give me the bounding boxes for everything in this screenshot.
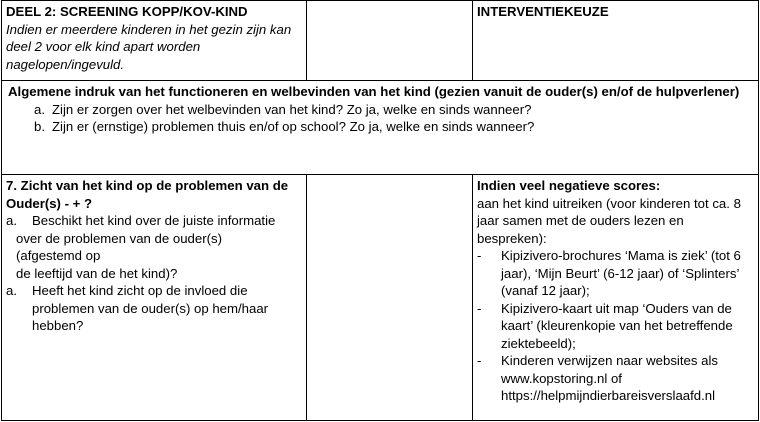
list-item — [34, 101, 754, 119]
list-item — [6, 282, 302, 335]
list-item — [477, 352, 754, 405]
header-row — [2, 1, 759, 81]
intervention-column-title: INTERVENTIEKEUZE — [477, 4, 609, 19]
impression-row — [2, 81, 759, 175]
list-item — [477, 247, 754, 300]
list-text: Kinderen verwijzen naar websites als www.kopstoring.nl of https://helpmijndierbareisverslaafd.nl — [501, 353, 718, 403]
impression-list — [6, 101, 754, 136]
dash-marker: - — [477, 300, 482, 316]
screening-table — [1, 0, 759, 421]
section-title: DEEL 2: SCREENING KOPP/KOV-KIND — [6, 4, 248, 19]
list-marker: a. — [6, 213, 17, 228]
list-text: Heeft het kind zicht op de invloed die problemen van de ouder(s) op hem/haar hebben? — [32, 283, 269, 333]
intervention-list — [477, 247, 754, 405]
list-text: Zijn er zorgen over het welbevinden van het kind? Zo ja, welke en sinds wanneer? — [52, 101, 532, 117]
header-title-cell — [2, 1, 307, 81]
list-item — [6, 212, 302, 282]
header-empty-cell — [307, 1, 473, 81]
section-subtitle: Indien er meerdere kinderen in het gezin zijn kan deel 2 voor elk kind apart worden nagelopen/ingevuld. — [6, 21, 292, 72]
question7-title: 7. Zicht van het kind op de problemen van de Ouder(s) - + ? — [6, 178, 289, 211]
list-text: Kipizivero-kaart uit map ‘Ouders van de kaart’ (kleurenkopie van het betreffende ziektebeeld); — [501, 300, 733, 351]
intervention-intro: aan het kind uitreiken (voor kinderen tot ca. 8 jaar samen met de ouders lezen en bespreken): — [477, 195, 741, 246]
question7-cell — [2, 175, 307, 421]
dash-marker: - — [477, 353, 482, 368]
question-empty-cell — [307, 175, 473, 421]
list-text: Zijn er (ernstige) problemen thuis en/of op school? Zo ja, welke en sinds wanneer? — [52, 119, 535, 134]
list-marker: a. — [6, 283, 17, 298]
list-text: Kipizivero-brochures ‘Mama is ziek’ (tot 6 jaar), ‘Mijn Beurt’ (6-12 jaar) of ‘Splinters’ (vanaf 12 jaar); — [501, 248, 741, 298]
list-item — [477, 300, 754, 353]
intervention-title: Indien veel negatieve scores: — [477, 178, 661, 193]
question7-list — [6, 212, 302, 335]
dash-marker: - — [477, 248, 482, 263]
list-marker: b. — [34, 119, 45, 134]
list-text: Beschikt het kind over de juiste informatie over de problemen van de ouder(s) (afgestemd op de leeftijd van de het kind)? — [16, 213, 276, 281]
list-item — [34, 118, 754, 136]
impression-cell — [2, 81, 759, 175]
question-row — [2, 175, 759, 421]
impression-title: Algemene indruk van het functioneren en welbevinden van het kind (gezien vanuit de ouder(s) en/of de hulpverlener) — [8, 84, 740, 99]
intervention-cell — [473, 175, 759, 421]
header-intervention-cell — [473, 1, 759, 81]
list-marker: a. — [34, 101, 45, 117]
